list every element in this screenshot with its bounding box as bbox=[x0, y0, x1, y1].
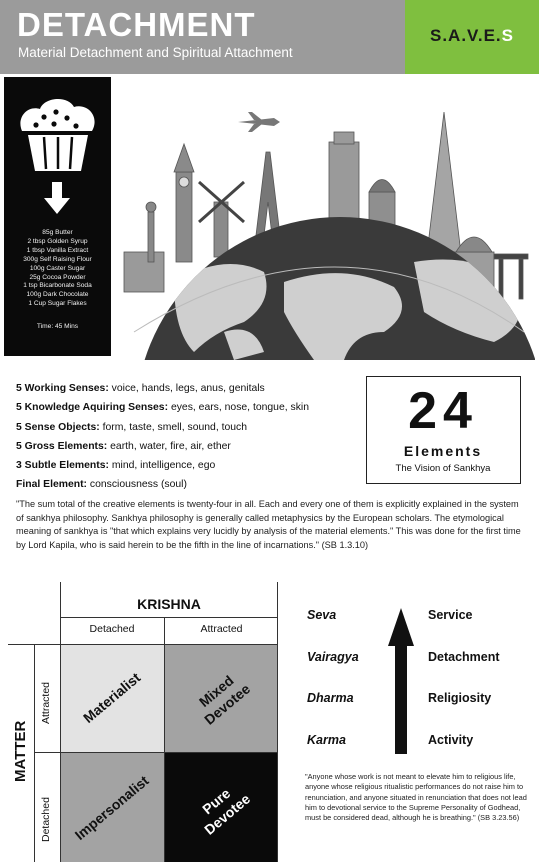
cell-pure-devotee bbox=[165, 753, 278, 862]
ingredient-line: 1 tbsp Vanilla Extract bbox=[26, 246, 89, 254]
element-label: 5 Gross Elements: bbox=[16, 440, 108, 452]
ladder-left-3: Dharma bbox=[307, 691, 354, 705]
arrow-up-icon bbox=[386, 606, 416, 756]
cell-label: Materialist bbox=[80, 669, 144, 727]
ingredient-line: 1 tsp Bicarbonate Soda bbox=[23, 282, 92, 290]
element-row bbox=[16, 398, 364, 417]
elements-heading: Elements bbox=[403, 443, 483, 459]
element-row bbox=[16, 418, 364, 437]
ladder-left-1: Seva bbox=[307, 608, 337, 622]
elements-caption: The Vision of Sankhya bbox=[395, 463, 491, 474]
matrix-col-detached: Detached bbox=[89, 623, 135, 635]
ladder-left-4: Karma bbox=[307, 733, 346, 747]
brand-panel bbox=[405, 0, 539, 74]
element-row bbox=[16, 475, 364, 494]
element-value: eyes, ears, nose, tongue, skin bbox=[170, 402, 309, 414]
page-title: DETACHMENT bbox=[17, 6, 256, 43]
ingredient-line: 85g Butter bbox=[42, 229, 73, 236]
cupcake-icon bbox=[4, 87, 111, 187]
matrix-row-attracted: Attracted bbox=[40, 681, 52, 724]
element-row bbox=[16, 456, 364, 475]
header-title-panel bbox=[0, 0, 405, 74]
element-value: earth, water, fire, air, ether bbox=[110, 440, 231, 452]
element-value: voice, hands, legs, anus, genitals bbox=[111, 383, 265, 394]
elements-list bbox=[16, 379, 364, 495]
element-value: form, taste, smell, sound, touch bbox=[102, 421, 248, 433]
cell-label: Impersonalist bbox=[71, 771, 152, 843]
ingredient-line: 300g Self Raising Flour bbox=[23, 255, 92, 263]
page-subtitle: Material Detachment and Spiritual Attachment bbox=[18, 45, 293, 60]
grid-line bbox=[164, 617, 165, 862]
element-label: 3 Subtle Elements: bbox=[16, 460, 109, 472]
recipe-card bbox=[4, 77, 111, 356]
matrix-top-label: KRISHNA bbox=[137, 596, 201, 612]
brand-main: S.A.V.E. bbox=[430, 26, 502, 45]
element-label: 5 Working Senses: bbox=[16, 383, 109, 394]
element-row bbox=[16, 379, 364, 398]
renunciation-quote: "Anyone whose work is not meant to elevate him to religious life, anyone whose religious ritualistic performances do not raise him to renunciation, and anyone situated in renunciation that does not lead him to devotional service to the Supreme Personality of Godhead, must be considered dead, although he is breathing." (SB 3.23.56) bbox=[305, 772, 527, 823]
ingredient-line: 100g Dark Chocolate bbox=[26, 291, 89, 299]
elements-count: 24 bbox=[408, 382, 478, 440]
grid-line bbox=[34, 752, 278, 753]
element-label: 5 Sense Objects: bbox=[16, 421, 100, 433]
grid-line bbox=[60, 617, 278, 618]
cell-mixed-devotee bbox=[165, 644, 278, 752]
grid-line bbox=[8, 644, 278, 645]
ladder-right-3: Religiosity bbox=[428, 691, 492, 705]
ladder-right-1: Service bbox=[428, 608, 473, 622]
matrix-side-label: MATTER bbox=[12, 720, 29, 782]
matrix-col-attracted: Attracted bbox=[200, 623, 243, 635]
ladder-left-2: Vairagya bbox=[307, 650, 359, 664]
ingredient-line: 25g Cocoa Powder bbox=[29, 273, 86, 281]
matrix-row-detached: Detached bbox=[40, 797, 52, 842]
ingredient-line: 2 tbsp Golden Syrup bbox=[27, 237, 88, 245]
cell-impersonalist bbox=[60, 753, 164, 862]
element-label: Final Element: bbox=[16, 479, 88, 491]
grid-line bbox=[34, 644, 35, 862]
world-landmarks-illustration bbox=[114, 82, 535, 360]
header bbox=[0, 0, 539, 74]
arrow-down-icon bbox=[4, 180, 111, 220]
ladder-right-4: Activity bbox=[428, 733, 474, 747]
element-value: mind, intelligence, ego bbox=[111, 460, 216, 472]
cell-label: Pure Devotee bbox=[198, 784, 253, 838]
element-row bbox=[16, 437, 364, 456]
recipe-time: Time: 45 Mins bbox=[36, 323, 79, 330]
elements-count-box bbox=[366, 376, 521, 484]
sankhya-quote: "The sum total of the creative elements is twenty-four in all. Each and every one of them is explicitly explained in the system of sankhya philosophy. Sankhya philosophy is generally called metaphysics by the European scholars. The etymological meaning of sankhya is "that which explains very lucidly by analysis of the material elements." This was done for the first time by Lord Kapila, who is said herein to be the fifth in the line of incarnations." (SB 1.3.10) bbox=[16, 499, 521, 550]
element-value: consciousness (soul) bbox=[89, 479, 187, 491]
cell-materialist bbox=[60, 644, 164, 752]
brand-logo bbox=[405, 26, 539, 46]
ingredient-line: 100g Caster Sugar bbox=[29, 264, 86, 272]
element-label: 5 Knowledge Aquiring Senses: bbox=[16, 402, 169, 414]
detachment-matrix bbox=[8, 582, 278, 862]
cell-label: Mixed Devotee bbox=[195, 672, 253, 728]
brand-last-letter: S bbox=[501, 26, 514, 45]
recipe-ingredients bbox=[4, 229, 111, 309]
ingredient-line: 1 Cup Sugar Flakes bbox=[28, 300, 87, 308]
ladder-right-2: Detachment bbox=[428, 650, 500, 664]
